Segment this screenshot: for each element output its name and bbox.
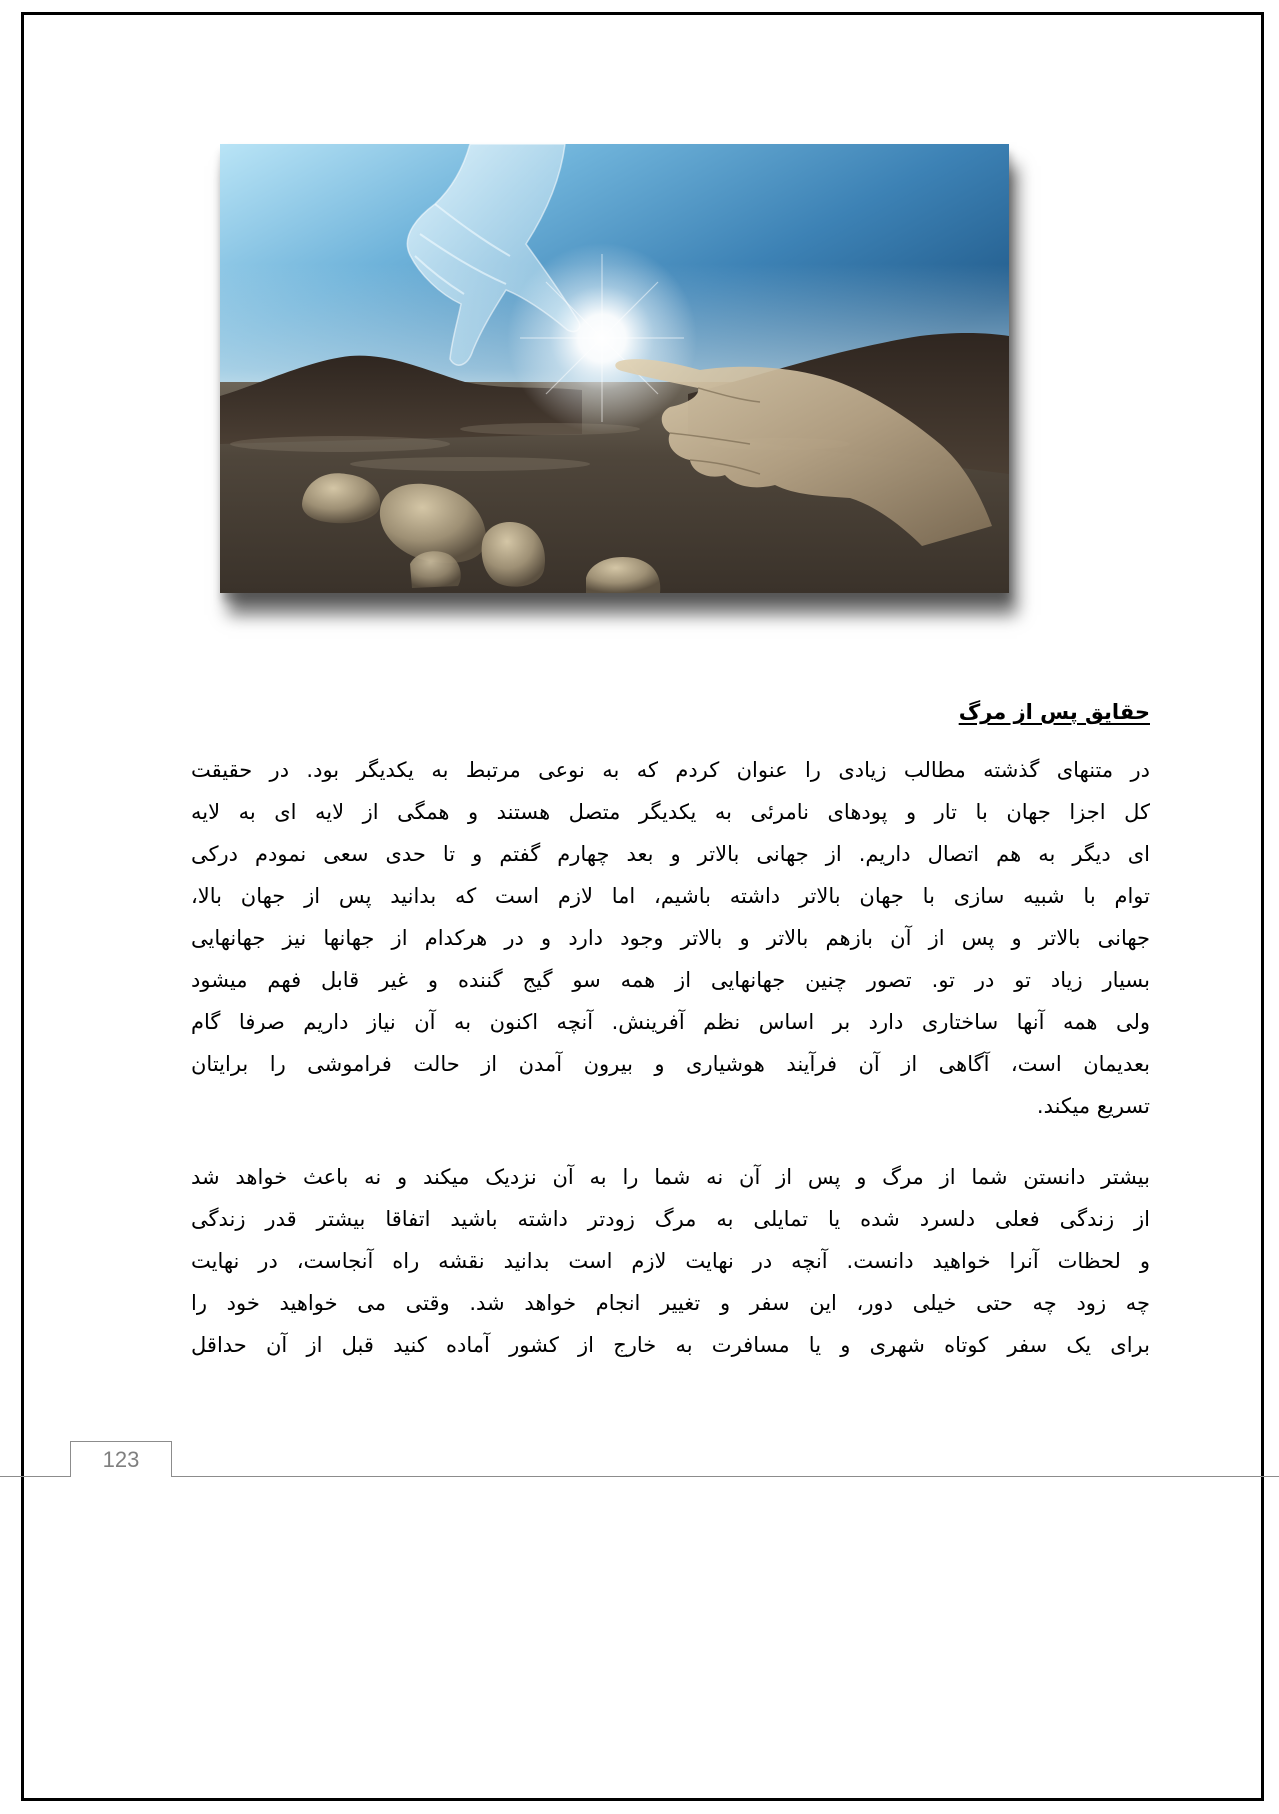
paragraph-line: چه زود چه حتی خیلی دور، این سفر و تغییر انجام خواهد شد. وقتی می خواهید خود را — [191, 1291, 1150, 1315]
paragraph-line: ای دیگر به هم اتصال داریم. از جهانی بالاتر و بعد چهارم گفتم و تا حدی سعی نمودم درکی — [191, 842, 1150, 866]
paragraph-line: از زندگی فعلی دلسرد شده یا تمایلی به مرگ زودتر داشته باشید اتفاقا بیشتر قدر زندگی — [191, 1207, 1150, 1231]
paragraph-line: در متنهای گذشته مطالب زیادی را عنوان کردم که به نوعی مرتبط به یکدیگر بود. در حقیقت — [191, 758, 1150, 782]
paragraph-line: برای یک سفر کوتاه شهری و یا مسافرت به خارج از کشور آماده کنید قبل از آن حداقل — [191, 1333, 1150, 1357]
paragraph-line: جهانی بالاتر و پس از آن بازهم بالاتر و بالاتر وجود دارد و در هرکدام از جهانها نیز جهانهایی — [191, 926, 1150, 950]
page-number: 123 — [70, 1441, 172, 1477]
section-heading — [191, 694, 1150, 730]
paragraph-line: بعدیمان است، آگاهی از آن فرآیند هوشیاری و بیرون آمدن از حالت فراموشی را برایتان — [191, 1052, 1150, 1076]
footer-rule — [0, 1476, 1279, 1477]
paragraph-2 — [191, 1156, 1150, 1366]
paragraph-line: کل اجزا جهان با تار و پودهای نامرئی به یکدیگر متصل هستند و همگی از لایه ای به لایه — [191, 800, 1150, 824]
section-title: حقایق پس از مرگ — [958, 700, 1150, 724]
paragraph-line: توام با شبیه سازی با جهان بالاتر داشته باشیم، اما لازم است که بدانید پس از جهان بالا، — [191, 884, 1150, 908]
paragraph-line: ولی همه آنها ساختاری دارد بر اساس نظم آفرینش. آنچه اکنون به آن نیاز داریم صرفا گام — [191, 1010, 1150, 1034]
paragraph-line: بیشتر دانستن شما از مرگ و پس از آن نه شما را به آن نزدیک میکند و نه باعث خواهد شد — [191, 1165, 1150, 1189]
paragraph-line: تسریع میکند. — [1036, 1094, 1150, 1118]
illustration — [220, 144, 1009, 593]
paragraph-line: بسیار زیاد تو در تو. تصور چنین جهانهایی از همه سو گیج گننده و غیر قابل فهم میشود — [191, 968, 1150, 992]
painting — [220, 144, 1009, 593]
paragraph-1 — [191, 749, 1150, 1127]
paragraph-line: و لحظات آنرا خواهید دانست. آنچه در نهایت لازم است بدانید نقشه راه آنجاست، در نهایت — [191, 1249, 1150, 1273]
